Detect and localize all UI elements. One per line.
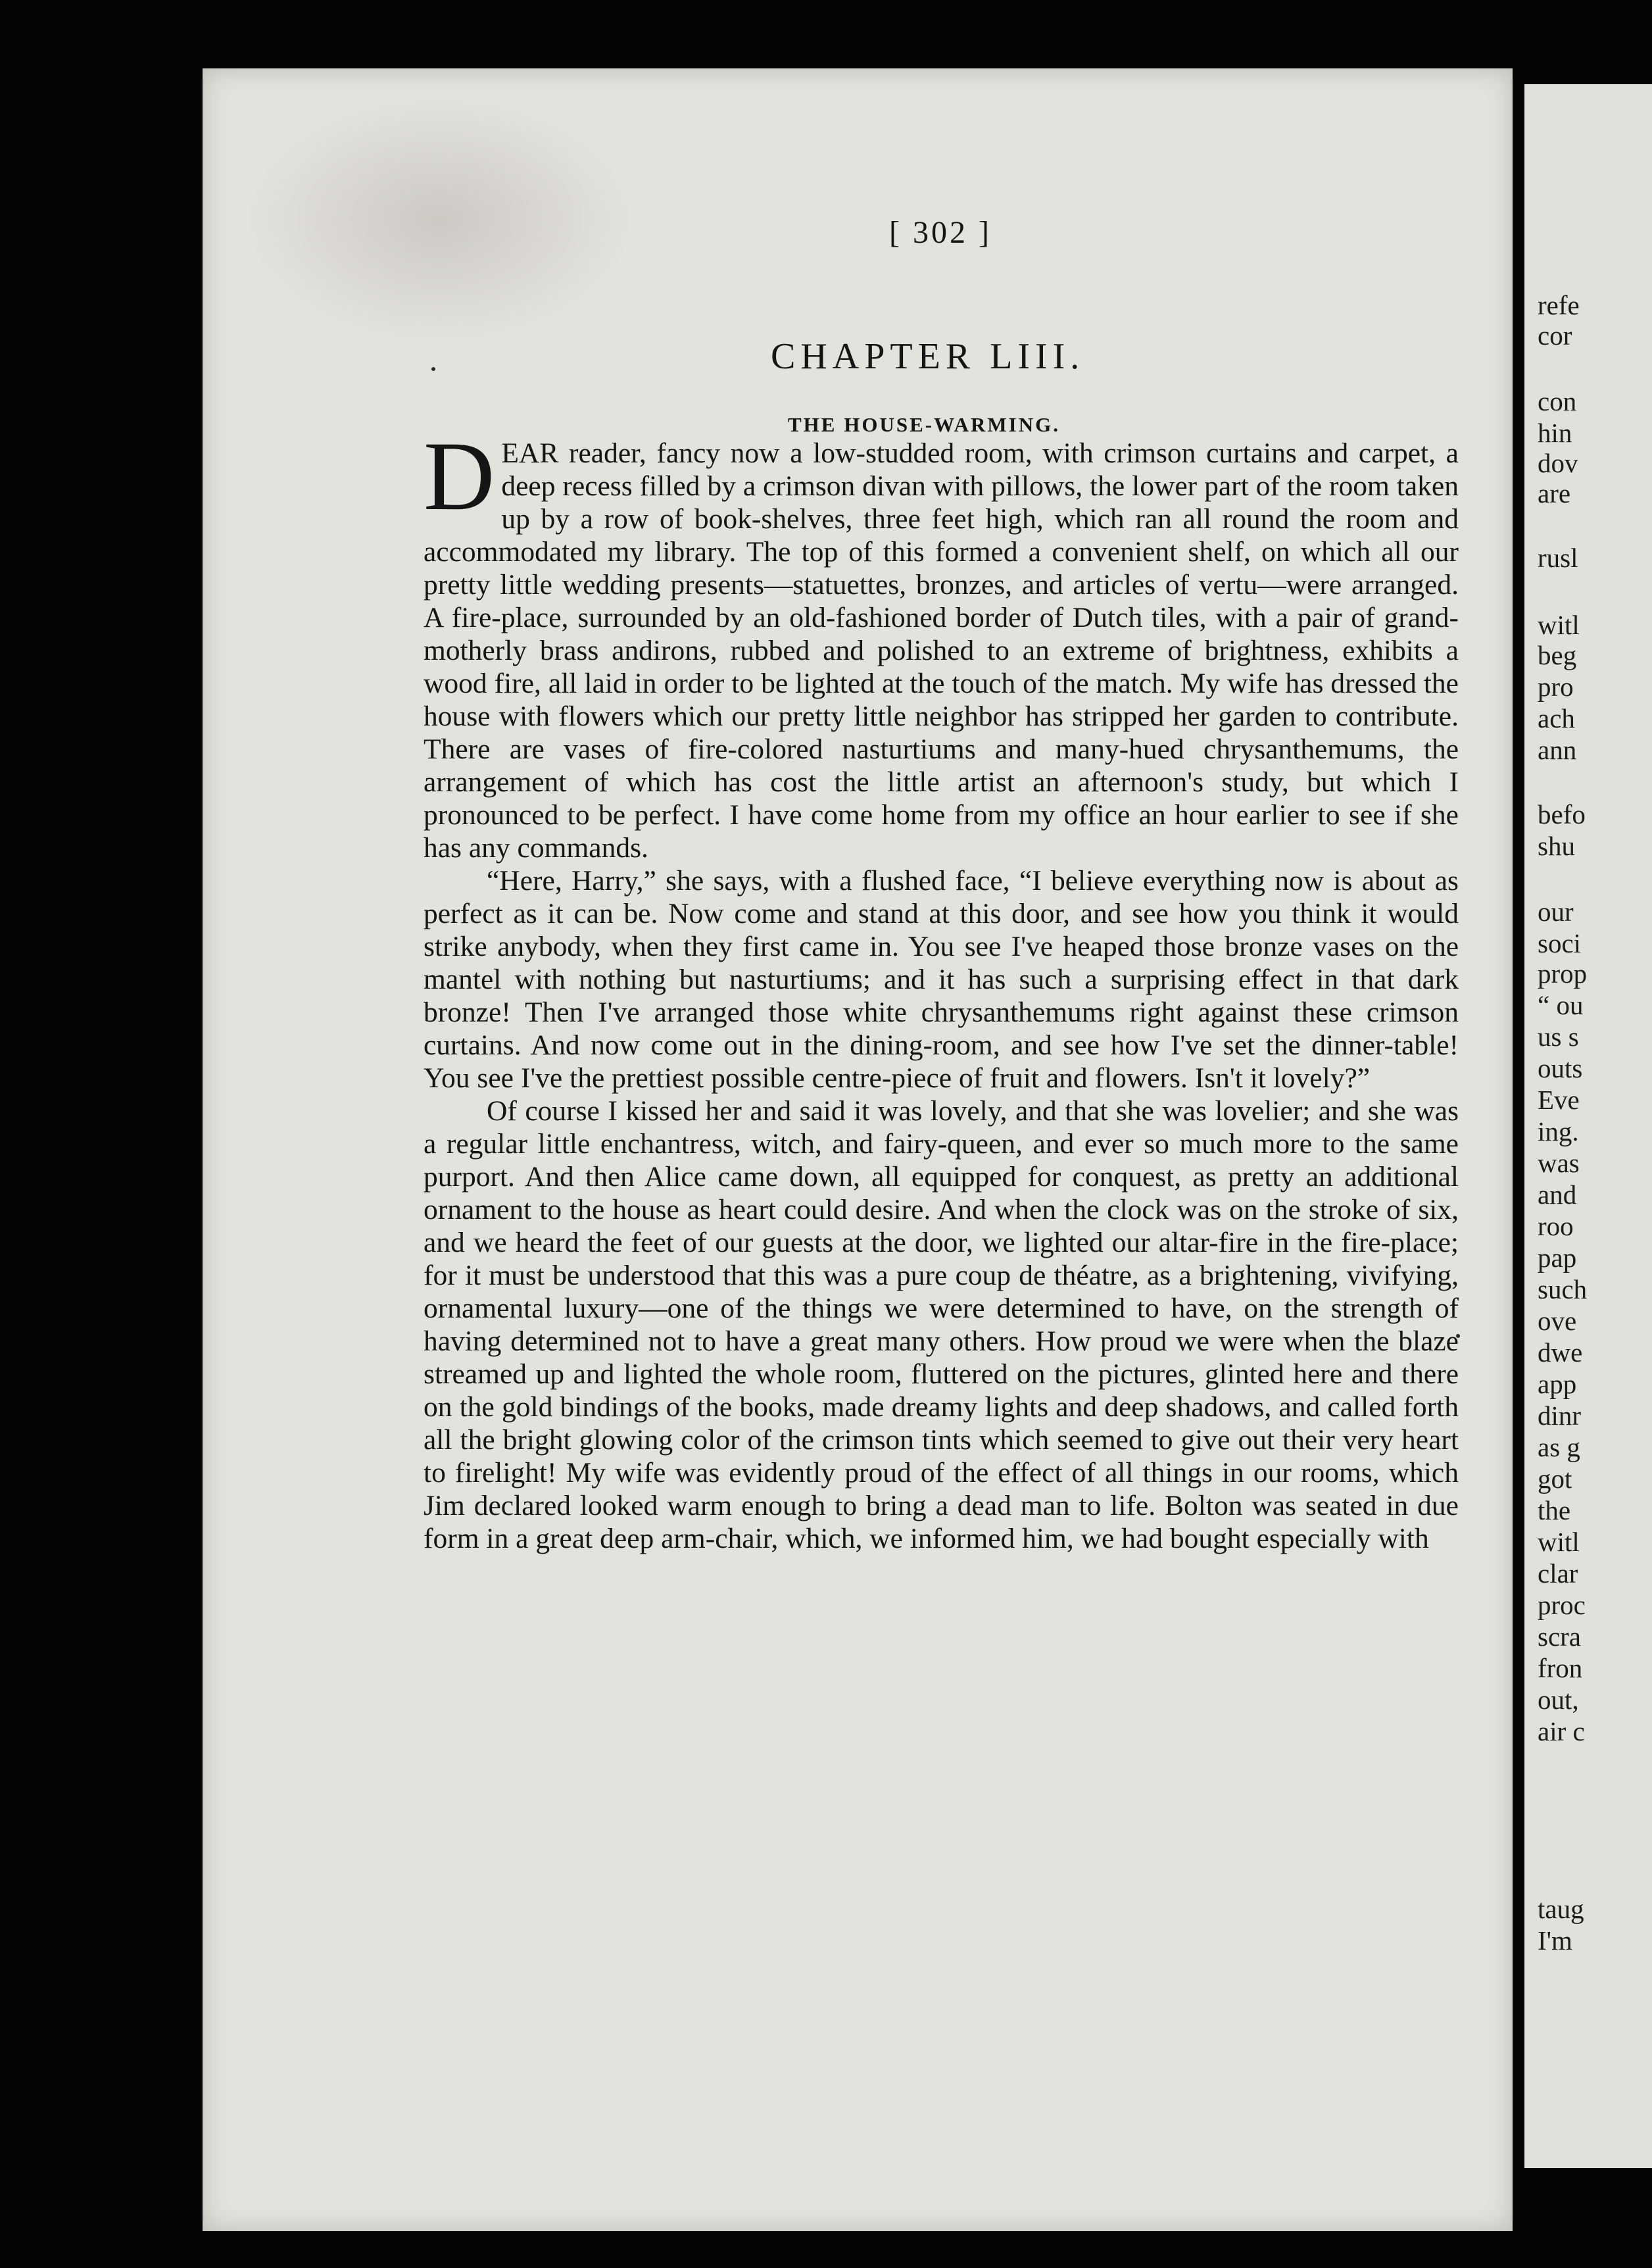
right-page-fragment: such [1538,1274,1588,1304]
right-page-fragment: ing. [1538,1116,1579,1146]
right-page-fragment: our [1538,897,1574,927]
right-page-fragment: taug [1538,1894,1584,1924]
right-page-fragment: us s [1538,1022,1579,1052]
paragraph-1-text: EAR reader, fancy now a low-studded room, with crimson curtains and carpet, a deep recess filled by a crimson divan with pillows, the lower part of the room taken up by a row of book-shelves, three feet high, which ran all round the room and accommodated my library. The top of this formed a convenient shelf, on which all our pretty little wedding presents—statuettes, bronzes, and articles of vertu—were arranged. A fire-place, surrounded by an old-fashioned border of Dutch tiles, with a pair of grand-motherly brass andirons, rubbed and polished to an extreme of brightness, exhibits a wood fire, all laid in order to be lighted at the touch of the match. My wife has dressed the house with flowers which our pretty little neighbor has stripped her garden to contribute. There are vases of fire-colored nasturtiums and many-hued chrysanthemums, the arrangement of which has cost the little artist an afternoon's study, but which I pronounced to be perfect. I have come home from my office an hour earlier to see if she has any commands. [424,437,1459,864]
right-page-fragment: witl [1538,1527,1580,1557]
right-page-fragment: dinr [1538,1400,1582,1431]
right-page-fragment: was [1538,1148,1580,1178]
right-page-fragment: dov [1538,448,1578,478]
right-page-fragment: cor [1538,320,1572,351]
right-page-fragment: and [1538,1179,1577,1210]
drop-cap: D [424,422,495,531]
right-page-fragment: pap [1538,1243,1577,1273]
right-page-fragment: scra [1538,1621,1582,1652]
page-number: [ 302 ] [889,215,992,250]
right-page-fragment: ove [1538,1306,1577,1336]
right-page-fragment: proc [1538,1590,1586,1620]
right-page-fragment: roo [1538,1211,1574,1241]
right-page-fragment: Eve [1538,1085,1580,1115]
right-page-fragment: outs [1538,1053,1583,1083]
right-page-fragment: I'm [1538,1925,1572,1956]
right-page-fragment: prop [1538,958,1588,989]
book-page-right-edge [1524,84,1652,2168]
right-page-fragment: are [1538,478,1571,508]
right-page-fragment: app [1538,1369,1577,1399]
right-page-fragment: hin [1538,418,1572,448]
right-page-fragment: beg [1538,640,1577,670]
right-page-fragment: out, [1538,1685,1579,1715]
right-page-fragment: refe [1538,290,1580,320]
right-page-fragment: ann [1538,735,1577,765]
right-page-fragment: pro [1538,672,1574,702]
right-page-fragment: as g [1538,1432,1580,1462]
right-page-fragment: air c [1538,1716,1585,1746]
right-page-fragment: fron [1538,1653,1583,1683]
page-stain [242,95,637,345]
paragraph-2: “Here, Harry,” she says, with a flushed face, “I believe everything now is about as perfect as it can be. Now come and stand at this door, and see how you think it would strike anybody, when they first came in. You see I've heaped those bronze vases on the mantel with nothing but nasturtiums; and it has such a surprising effect in that dark bronze! Then I've arranged those white chrysanthemums right against these crimson curtains. And now come out in the dining-room, and see how I've set the dinner-table! You see I've the prettiest possible centre-piece of fruit and flowers. Isn't it lovely?” [424,865,1459,1094]
section-title: THE HOUSE-WARMING. [788,413,1060,436]
right-page-fragment: rusl [1538,543,1578,573]
ink-speck [431,367,435,371]
right-page-fragment: shu [1538,831,1575,861]
right-page-fragment: “ ou [1538,990,1584,1020]
right-page-fragment: con [1538,386,1577,416]
right-page-fragment: got [1538,1464,1572,1494]
right-page-fragment: soci [1538,928,1582,958]
right-page-fragment: the [1538,1495,1571,1525]
right-page-fragment: befo [1538,799,1586,829]
right-page-fragment: clar [1538,1558,1578,1589]
right-page-fragment: dwe [1538,1337,1583,1368]
paragraph-3: Of course I kissed her and said it was lovely, and that she was lovelier; and she was a regular little enchantress, witch, and fairy-queen, and ever so much more to the same purport. And then Alice came down, all equipped for conquest, as pretty an additional ornament to the house as heart could desire. And when the clock was on the stroke of six, and we heard the feet of our guests at the door, we lighted our altar-fire in the fire-place; for it must be understood that this was a pure coup de théatre, as a brightening, vivifying, ornamental luxury—one of the things we were determined to have, on the strength of having determined not to have a great many others. How proud we were when the blaze streamed up and lighted the whole room, fluttered on the pictures, glinted here and there on the gold bindings of the books, made dreamy lights and deep shadows, and called forth all the bright glowing color of the crimson tints which seemed to give out their very heart to firelight! My wife was evidently proud of the effect of all things in our rooms, which Jim declared looked warm enough to bring a dead man to life. Bolton was seated in due form in a great deep arm-chair, which, we informed him, we had bought especially with [424,1095,1459,1554]
chapter-title: CHAPTER LIII. [771,336,1085,377]
right-page-fragment: ach [1538,703,1575,733]
right-page-fragment: witl [1538,610,1580,640]
